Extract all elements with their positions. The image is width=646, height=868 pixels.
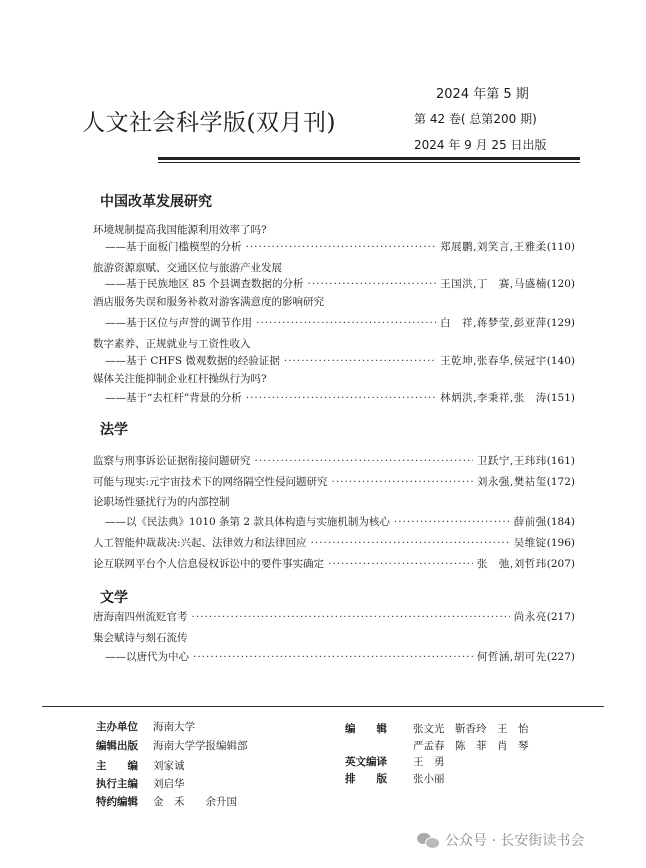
- article-subtitle: ——基于区位与声誉的调节作用: [105, 317, 252, 329]
- article-authors: 吴维锭: [513, 537, 547, 549]
- page-number: (129): [546, 317, 575, 329]
- leader-dots: [255, 455, 473, 467]
- article-authors: 刘永强,樊祜玺: [476, 476, 547, 488]
- leader-dots: [246, 392, 436, 404]
- page-number: (161): [546, 455, 575, 467]
- leader-dots: [328, 558, 473, 570]
- article-authors: 郑展鹏,刘笑言,王雅柔: [440, 241, 547, 253]
- executive-editor-label: 执行主编: [96, 778, 138, 790]
- article-authors: 林炳洪,李秉祥,张 涛: [440, 392, 547, 404]
- article-subtitle: ——基于 CHFS 微观数据的经验证据: [105, 355, 280, 367]
- toc-entry[interactable]: [93, 514, 575, 529]
- article-title: 人工智能仲裁裁决:兴起、法律效力和法律回应: [93, 537, 307, 549]
- toc-entry[interactable]: [93, 556, 575, 571]
- page-number: (227): [546, 651, 575, 663]
- article-authors: 何哲涵,胡可先: [476, 651, 547, 663]
- footer-divider: [42, 706, 604, 707]
- article-title[interactable]: 集会赋诗与刻石流传: [93, 632, 188, 644]
- english-editor-value: 王 勇: [413, 756, 445, 768]
- volume-number: 第 42 卷( 总第200 期): [414, 112, 537, 126]
- article-authors: 尚永亮: [513, 611, 547, 623]
- special-editor-label: 特约编辑: [96, 796, 138, 808]
- article-title[interactable]: 旅游资源禀赋、交通区位与旅游产业发展: [93, 262, 282, 274]
- watermark: [417, 830, 584, 850]
- toc-entry[interactable]: [93, 649, 575, 664]
- page-number: (196): [546, 537, 575, 549]
- article-authors: 白 祥,蒋梦莹,彭亚萍: [440, 317, 547, 329]
- sponsor-label: 主办单位: [96, 721, 138, 733]
- toc-entry[interactable]: [93, 276, 575, 291]
- typesetting-value: 张小丽: [413, 773, 445, 785]
- page-number: (184): [546, 516, 575, 528]
- page-number: (110): [546, 241, 575, 253]
- leader-dots: [284, 355, 436, 367]
- sponsor-value: 海南大学: [153, 721, 195, 733]
- toc-entry[interactable]: [93, 390, 575, 405]
- leader-dots: [311, 537, 510, 549]
- toc-entry[interactable]: [93, 315, 575, 330]
- editors-label: 编 辑: [345, 723, 387, 735]
- article-title[interactable]: 环境规制提高我国能源利用效率了吗?: [93, 224, 267, 236]
- article-subtitle: ——基于民族地区 85 个县调查数据的分析: [105, 278, 304, 290]
- article-title: 监察与刑事诉讼证据衔接问题研究: [93, 455, 251, 467]
- journal-title: 人文社会科学版(双月刊): [82, 110, 336, 136]
- article-title[interactable]: 媒体关注能抑制企业杠杆操纵行为吗?: [93, 373, 267, 385]
- publisher-label: 编辑出版: [96, 740, 138, 752]
- executive-editor-value: 刘启华: [153, 778, 185, 790]
- article-title[interactable]: 酒店服务失误和服务补救对游客满意度的影响研究: [93, 296, 324, 308]
- editor-in-chief-value: 刘家诚: [153, 760, 185, 772]
- section-heading: 中国改革发展研究: [100, 194, 212, 210]
- article-subtitle: ——基于面板门槛模型的分析: [105, 241, 242, 253]
- page-number: (217): [546, 611, 575, 623]
- leader-dots: [256, 317, 436, 329]
- special-editor-value: 金 禾 余升国: [153, 796, 237, 808]
- editor-in-chief-label: 主 编: [96, 760, 138, 772]
- editors-line1: 张文光 靳香玲 王 怡: [413, 723, 529, 735]
- article-subtitle: ——以《民法典》1010 条第 2 款具体构造与实施机制为核心: [105, 516, 390, 528]
- article-title: 唐海南四州流贬官考: [93, 611, 188, 623]
- header-divider-thin: [158, 162, 580, 163]
- publication-date: 2024 年 9 月 25 日出版: [414, 138, 547, 152]
- article-title[interactable]: 数字素养、正规就业与工资性收入: [93, 338, 251, 350]
- leader-dots: [192, 611, 510, 623]
- article-authors: 王国洪,丁 赛,马盛楠: [440, 278, 547, 290]
- article-title: 可能与现实:元宇宙技术下的网络隔空性侵问题研究: [93, 476, 328, 488]
- article-title[interactable]: 论职场性骚扰行为的内部控制: [93, 496, 230, 508]
- english-editor-label: 英文编译: [345, 756, 387, 768]
- section-heading: 文学: [100, 590, 128, 606]
- page-number: (151): [546, 392, 575, 404]
- article-authors: 卫跃宁,王玮玮: [476, 455, 547, 467]
- leader-dots: [308, 278, 437, 290]
- page-number: (172): [546, 476, 575, 488]
- toc-entry[interactable]: [93, 239, 575, 254]
- article-title: 论互联网平台个人信息侵权诉讼中的要件事实确定: [93, 558, 324, 570]
- header-divider-thick: [158, 157, 580, 160]
- article-authors: 王乾坤,张春华,侯冠宇: [440, 355, 547, 367]
- toc-entry[interactable]: [93, 609, 575, 624]
- page-number: (207): [546, 558, 575, 570]
- leader-dots: [394, 516, 510, 528]
- editors-line2: 严孟春 陈 菲 肖 琴: [413, 740, 529, 752]
- section-heading: 法学: [100, 422, 128, 438]
- page-number: (120): [546, 278, 575, 290]
- article-subtitle: ——以唐代为中心: [105, 651, 189, 663]
- toc-entry[interactable]: [93, 535, 575, 550]
- toc-entry[interactable]: [93, 453, 575, 468]
- page-number: (140): [546, 355, 575, 367]
- article-authors: 薛前强: [513, 516, 547, 528]
- leader-dots: [246, 241, 437, 253]
- wechat-icon: [417, 831, 439, 849]
- toc-entry[interactable]: [93, 353, 575, 368]
- article-authors: 张 弛,刘哲玮: [476, 558, 547, 570]
- publisher-value: 海南大学学报编辑部: [153, 740, 248, 752]
- leader-dots: [193, 651, 473, 663]
- article-subtitle: ——基于“去杠杆”背景的分析: [105, 392, 242, 404]
- typesetting-label: 排 版: [345, 773, 387, 785]
- issue-number: 2024 年第 5 期: [436, 87, 529, 102]
- toc-entry[interactable]: [93, 474, 575, 489]
- leader-dots: [332, 476, 473, 488]
- watermark-text: 公众号 · 长安街读书会: [445, 833, 585, 849]
